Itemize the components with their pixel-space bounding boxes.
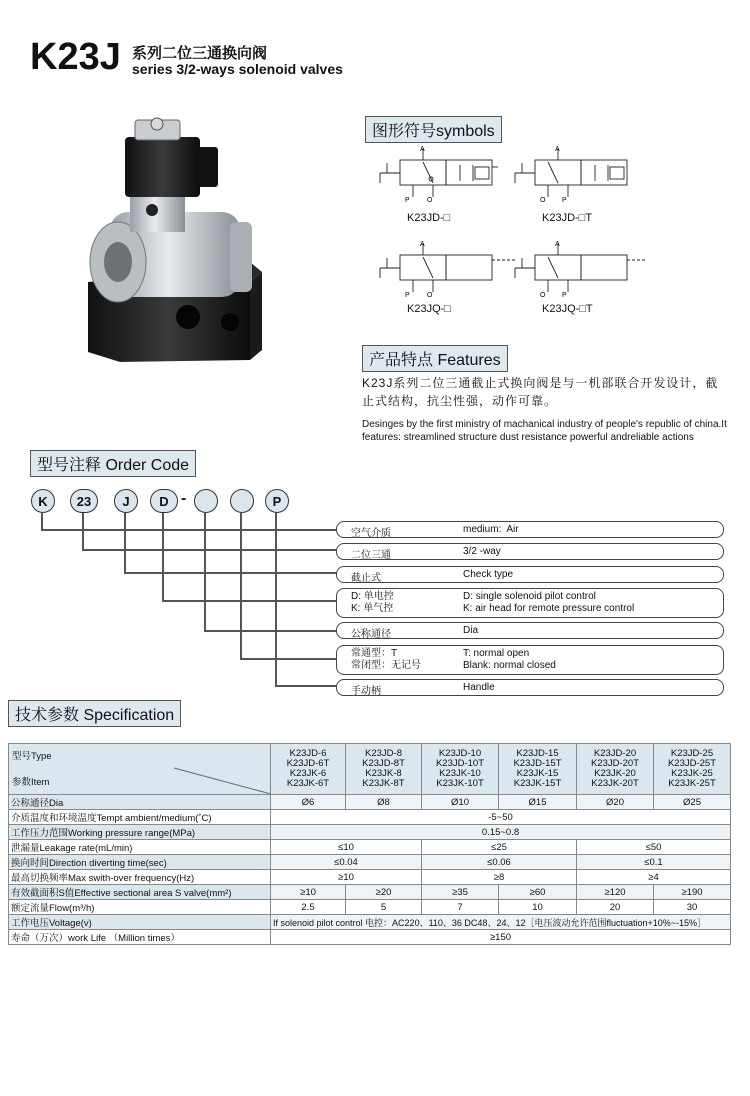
features-text-en: Desinges by the first ministry of machanical industry of people's republic of china.It features: streamlined structure dust resistance powerful andreliable actions xyxy=(362,419,727,443)
row-label: 介质温度和环境温度Tempt ambient/medium(˚C) xyxy=(9,810,271,825)
spec-corner-cell xyxy=(9,744,271,795)
order-row-control xyxy=(336,588,724,618)
item-label: 参数Item xyxy=(12,777,50,788)
symbol-k23jd-t xyxy=(515,148,627,197)
model-name: K23JD-6 xyxy=(289,748,327,759)
model-name: K23JK-8 xyxy=(365,768,402,779)
symbol-label-2: K23JD-□T xyxy=(542,212,593,224)
cell: 7 xyxy=(422,900,499,915)
order-row-check-en: Check type xyxy=(463,569,514,580)
order-row-way-en: 3/2 -way xyxy=(463,546,501,557)
cell: ≥10 xyxy=(271,885,346,900)
model-name: K23JK-10 xyxy=(439,768,481,779)
model-title: K23J xyxy=(30,36,121,78)
order-row-dia-en: Dia xyxy=(463,625,479,636)
order-row-medium-en: medium: Air xyxy=(463,524,519,535)
model-name: K23JD-10 xyxy=(438,748,482,759)
symbol-label-1: K23JD-□ xyxy=(407,212,451,224)
code-j: J xyxy=(114,489,138,513)
cell: ≥120 xyxy=(577,885,654,900)
order-row-way xyxy=(336,543,724,560)
spec-row-switch xyxy=(9,855,731,870)
cell: Ø8 xyxy=(346,795,422,810)
row-label: 工作压力范围Working pressure range(MPa) xyxy=(9,825,271,840)
symbol3-port-o: O xyxy=(427,292,433,299)
model-name: K23JD-8 xyxy=(365,748,402,759)
row-label: 额定流量Flow(m³/h) xyxy=(9,900,271,915)
symbol-k23jq xyxy=(380,243,515,292)
order-row-dia-cn: 公称通径 xyxy=(351,629,391,640)
row-label: 泄漏量Leakage rate(mL/min) xyxy=(9,840,271,855)
symbol3-port-a: A xyxy=(420,241,425,248)
model-name: K23JK-8T xyxy=(362,778,405,789)
cell: ≤50 xyxy=(577,840,731,855)
order-row-handle-en: Handle xyxy=(463,682,495,693)
order-code-heading: 型号注释 Order Code xyxy=(30,450,196,477)
model-col-6 xyxy=(271,744,346,795)
symbol-k23jd xyxy=(380,148,498,197)
cell: 20 xyxy=(577,900,654,915)
model-name: K23JD-15 xyxy=(516,748,559,759)
cell: ≥20 xyxy=(346,885,422,900)
valve-product-image xyxy=(80,112,280,372)
symbols-heading: 图形符号symbols xyxy=(365,116,502,143)
model-name: K23JK-15 xyxy=(516,768,559,779)
cell: ≤25 xyxy=(422,840,577,855)
model-col-20 xyxy=(577,744,654,795)
spec-row-dia xyxy=(9,795,731,810)
symbol2-port-a: A xyxy=(555,146,560,153)
model-name: K23JK-20T xyxy=(591,778,639,789)
order-row-check xyxy=(336,566,724,583)
code-k: K xyxy=(31,489,55,513)
cell: ≥60 xyxy=(499,885,577,900)
cell: ≥150 xyxy=(271,930,731,945)
model-name: K23JK-25T xyxy=(668,778,716,789)
order-row-way-cn: 二位三通 xyxy=(351,550,391,561)
spec-row-leak xyxy=(9,840,731,855)
order-row-medium-cn: 空气介质 xyxy=(351,528,391,539)
cell: If solenoid pilot control 电控：AC220、110、36 DC48、24、12［电压波动允许范围fluctuation+10%~-15%］ xyxy=(271,915,731,930)
code-d: D xyxy=(150,489,178,513)
model-name: K23JK-6 xyxy=(289,768,327,779)
symbol1-port-p: P xyxy=(405,197,410,204)
model-name: K23JD-20 xyxy=(593,748,637,759)
symbol4-port-o: O xyxy=(540,292,546,299)
model-name: K23JD-10T xyxy=(435,758,485,769)
model-name: K23JK-10T xyxy=(436,778,484,789)
order-row-handle-cn: 手动柄 xyxy=(351,686,381,697)
cell: 5 xyxy=(346,900,422,915)
symbol-label-3: K23JQ-□ xyxy=(407,303,451,315)
code-separator: - xyxy=(181,490,187,507)
row-label: 最高切换频率Max swith-over frequency(Hz) xyxy=(9,870,271,885)
symbol-label-4: K23JQ-□T xyxy=(542,303,593,315)
cell: ≥4 xyxy=(577,870,731,885)
order-row-normal-en: T: normal open Blank: normal closed xyxy=(463,648,556,671)
symbol-k23jq-t xyxy=(515,243,645,292)
type-label: 型号Type xyxy=(12,751,52,762)
cell: ≤0.04 xyxy=(271,855,422,870)
order-row-control-cn: D: 单电控 K: 单气控 xyxy=(351,591,394,614)
cell: 0.15~0.8 xyxy=(271,825,731,840)
spec-row-pressure xyxy=(9,825,731,840)
model-col-25 xyxy=(654,744,731,795)
cell: Ø25 xyxy=(654,795,731,810)
spec-header-row xyxy=(9,744,731,795)
cell: 30 xyxy=(654,900,731,915)
cell: 2.5 xyxy=(271,900,346,915)
model-name: K23JK-20 xyxy=(594,768,636,779)
model-name: K23JD-15T xyxy=(513,758,562,769)
symbol4-port-p: P xyxy=(562,292,567,299)
code-23: 23 xyxy=(70,489,98,513)
model-col-8 xyxy=(346,744,422,795)
symbol2-port-o: O xyxy=(540,197,546,204)
spec-table xyxy=(8,743,731,945)
symbol1-port-a: A xyxy=(420,146,425,153)
row-label: 工作电压Voltage(v) xyxy=(9,915,271,930)
symbol1-port-o: O xyxy=(427,197,433,204)
cell: ≥10 xyxy=(271,870,422,885)
order-row-handle xyxy=(336,679,724,696)
symbols-diagrams xyxy=(375,145,645,320)
model-col-10 xyxy=(422,744,499,795)
model-col-15 xyxy=(499,744,577,795)
order-row-control-en: D: single solenoid pilot control K: air head for remote pressure control xyxy=(463,591,635,614)
model-name: K23JK-6T xyxy=(286,778,330,789)
cell: ≤0.1 xyxy=(577,855,731,870)
model-name: K23JK-25 xyxy=(671,768,713,779)
order-code-leader-lines xyxy=(0,510,345,695)
model-name: K23JD-25T xyxy=(667,758,717,769)
title-en: series 3/2-ways solenoid valves xyxy=(132,61,343,77)
symbol4-port-a: A xyxy=(555,241,560,248)
code-p: P xyxy=(265,489,289,513)
spec-row-temp xyxy=(9,810,731,825)
cell: Ø20 xyxy=(577,795,654,810)
order-row-normal-cn: 常通型：T 常闭型：无记号 xyxy=(351,648,421,671)
model-name: K23JD-20T xyxy=(590,758,640,769)
cell: 10 xyxy=(499,900,577,915)
order-row-check-cn: 截止式 xyxy=(351,573,381,584)
model-name: K23JK-15T xyxy=(513,778,562,789)
cell: Ø15 xyxy=(499,795,577,810)
title-cn: 系列二位三通换向阀 xyxy=(132,45,268,62)
model-name: K23JD-6T xyxy=(286,758,330,769)
row-label: 寿命（万次）work Life （Million times） xyxy=(9,930,271,945)
order-row-dia xyxy=(336,622,724,639)
symbol2-port-p: P xyxy=(562,197,567,204)
cell: ≤10 xyxy=(271,840,422,855)
symbol3-port-p: P xyxy=(405,292,410,299)
row-label: 换向时间Direction diverting time(sec) xyxy=(9,855,271,870)
cell: -5~50 xyxy=(271,810,731,825)
spec-row-life xyxy=(9,930,731,945)
row-label: 公称通径Dia xyxy=(9,795,271,810)
spec-row-flow xyxy=(9,900,731,915)
features-heading: 产品特点 Features xyxy=(362,345,508,372)
cell: Ø6 xyxy=(271,795,346,810)
row-label: 有效截面积S值Effective sectional area S valve(mm²) xyxy=(9,885,271,900)
spec-heading: 技术参数 Specification xyxy=(8,700,181,727)
spec-row-freq xyxy=(9,870,731,885)
cell: ≥190 xyxy=(654,885,731,900)
model-name: K23JD-8T xyxy=(362,758,405,769)
cell: ≥35 xyxy=(422,885,499,900)
cell: ≤0.06 xyxy=(422,855,577,870)
cell: Ø10 xyxy=(422,795,499,810)
cell: ≥8 xyxy=(422,870,577,885)
model-name: K23JD-25 xyxy=(670,748,714,759)
order-row-normal xyxy=(336,645,724,675)
spec-row-voltage xyxy=(9,915,731,930)
features-text-cn: K23J系列二位三通截止式换向阀是与一机部联合开发设计，截止式结构，抗尘性强，动作可靠。 xyxy=(362,376,719,408)
order-row-medium xyxy=(336,521,724,538)
spec-row-area xyxy=(9,885,731,900)
